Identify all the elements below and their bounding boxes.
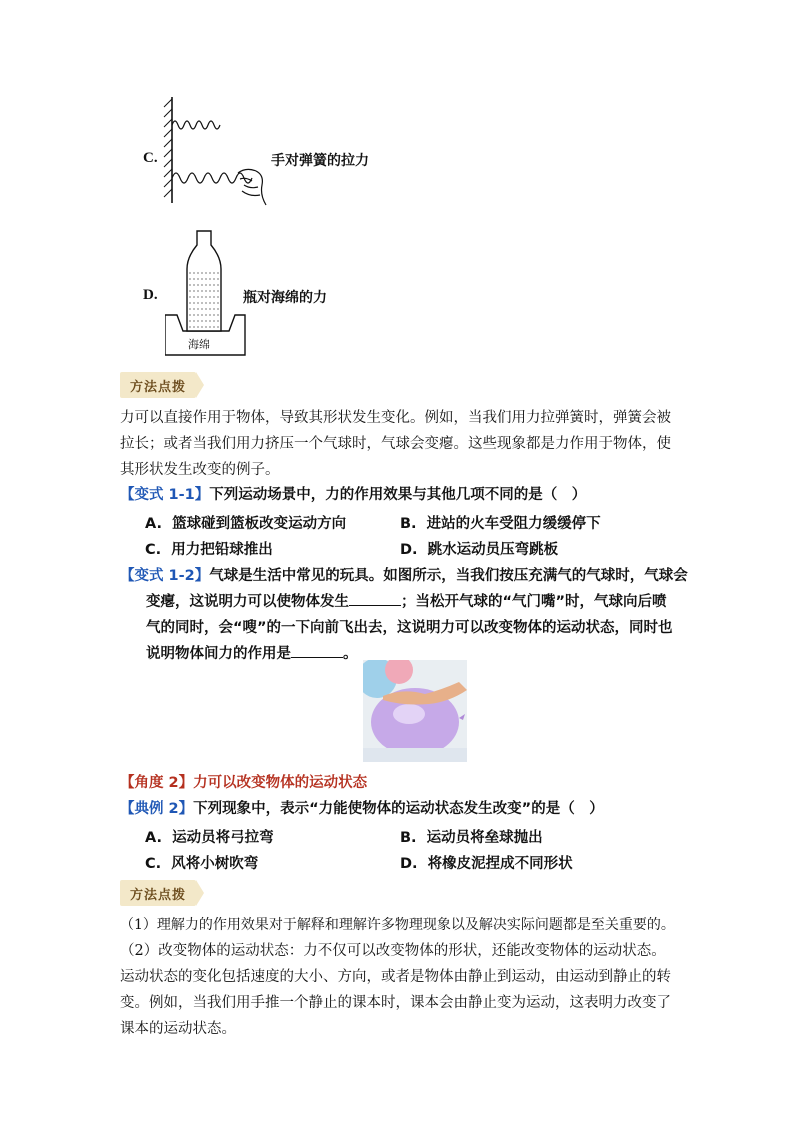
question-tag: 【变式 1-1】 — [120, 487, 210, 503]
example-text: 下列现象中，表示“力能使物体的运动状态发生改变”的是（ ） — [193, 801, 604, 817]
option-d[interactable]: D. 将橡皮泥捏成不同形状 — [400, 856, 573, 872]
question-1-1 — [120, 483, 586, 504]
example-2 — [120, 797, 604, 818]
method-paragraph: 力可以直接作用于物体，导致其形状发生变化。例如，当我们用力拉弹簧时，弹簧会被拉长；或者当我们用力挤压一个气球时，气球会变瘪。这些现象都是力作用于物体，使其形状发生改变的例子。 — [120, 410, 671, 478]
method-paragraph: （2）改变物体的运动状态：力不仅可以改变物体的形状，还能改变物体的运动状态。运动状态的变化包括速度的大小、方向，或者是物体由静止到运动，由运动到静止的转变。例如，当我们用手推一个静止的课本时，课本会由静止变为运动，这表明力改变了课本的运动状态。 — [120, 943, 671, 1037]
question-text: 下列运动场景中，力的作用效果与其他几项不同的是（ ） — [209, 487, 587, 503]
option-d[interactable]: D. 跳水运动员压弯跳板 — [400, 542, 559, 558]
example-tag: 【典例 2】 — [120, 801, 194, 817]
method-badge: 方法点拨 — [120, 880, 196, 906]
balloon-photo — [363, 660, 467, 762]
answer-blank[interactable] — [349, 591, 401, 606]
option-a[interactable]: A. 运动员将弓拉弯 — [145, 830, 274, 846]
question-1-2: 【变式 1-2】气球是生活中常见的玩具。如图所示，当我们按压充满气的气球时，气球会 变瘪，这说明力可以使物体发生 ；当松开气球的“气门嘴”时，气球向后喷 气的同时，会“嗖”的一下向前飞出去，这说明力可以改变物体的运动状态，同时也 说明物体间力的作用是 。 — [120, 568, 688, 662]
angle-tag: 【角度 2】 — [120, 775, 194, 791]
answer-blank[interactable] — [291, 643, 343, 658]
spring-hand-figure — [160, 95, 270, 220]
method-paragraph: （1）理解力的作用效果对于解释和理解许多物理现象以及解决实际问题都是至关重要的。 — [120, 917, 675, 933]
option-c[interactable]: C. 风将小树吹弯 — [145, 856, 259, 872]
sponge-label: 海绵 — [188, 338, 210, 351]
option-b[interactable]: B. 进站的火车受阻力缓缓停下 — [400, 516, 601, 532]
figure-d-caption: 瓶对海绵的力 — [243, 290, 327, 306]
question-tag: 【变式 1-2】 — [120, 568, 210, 584]
figure-c-label: C. — [143, 150, 158, 166]
option-a[interactable]: A. 篮球碰到篮板改变运动方向 — [145, 516, 347, 532]
method-badge: 方法点拨 — [120, 372, 196, 398]
option-b[interactable]: B. 运动员将垒球抛出 — [400, 830, 543, 846]
option-c[interactable]: C. 用力把铅球推出 — [145, 542, 273, 558]
figure-c-caption: 手对弹簧的拉力 — [271, 153, 369, 169]
figure-d-label: D. — [143, 287, 158, 303]
angle-2-heading: 【角度 2】力可以改变物体的运动状态 — [120, 775, 368, 791]
